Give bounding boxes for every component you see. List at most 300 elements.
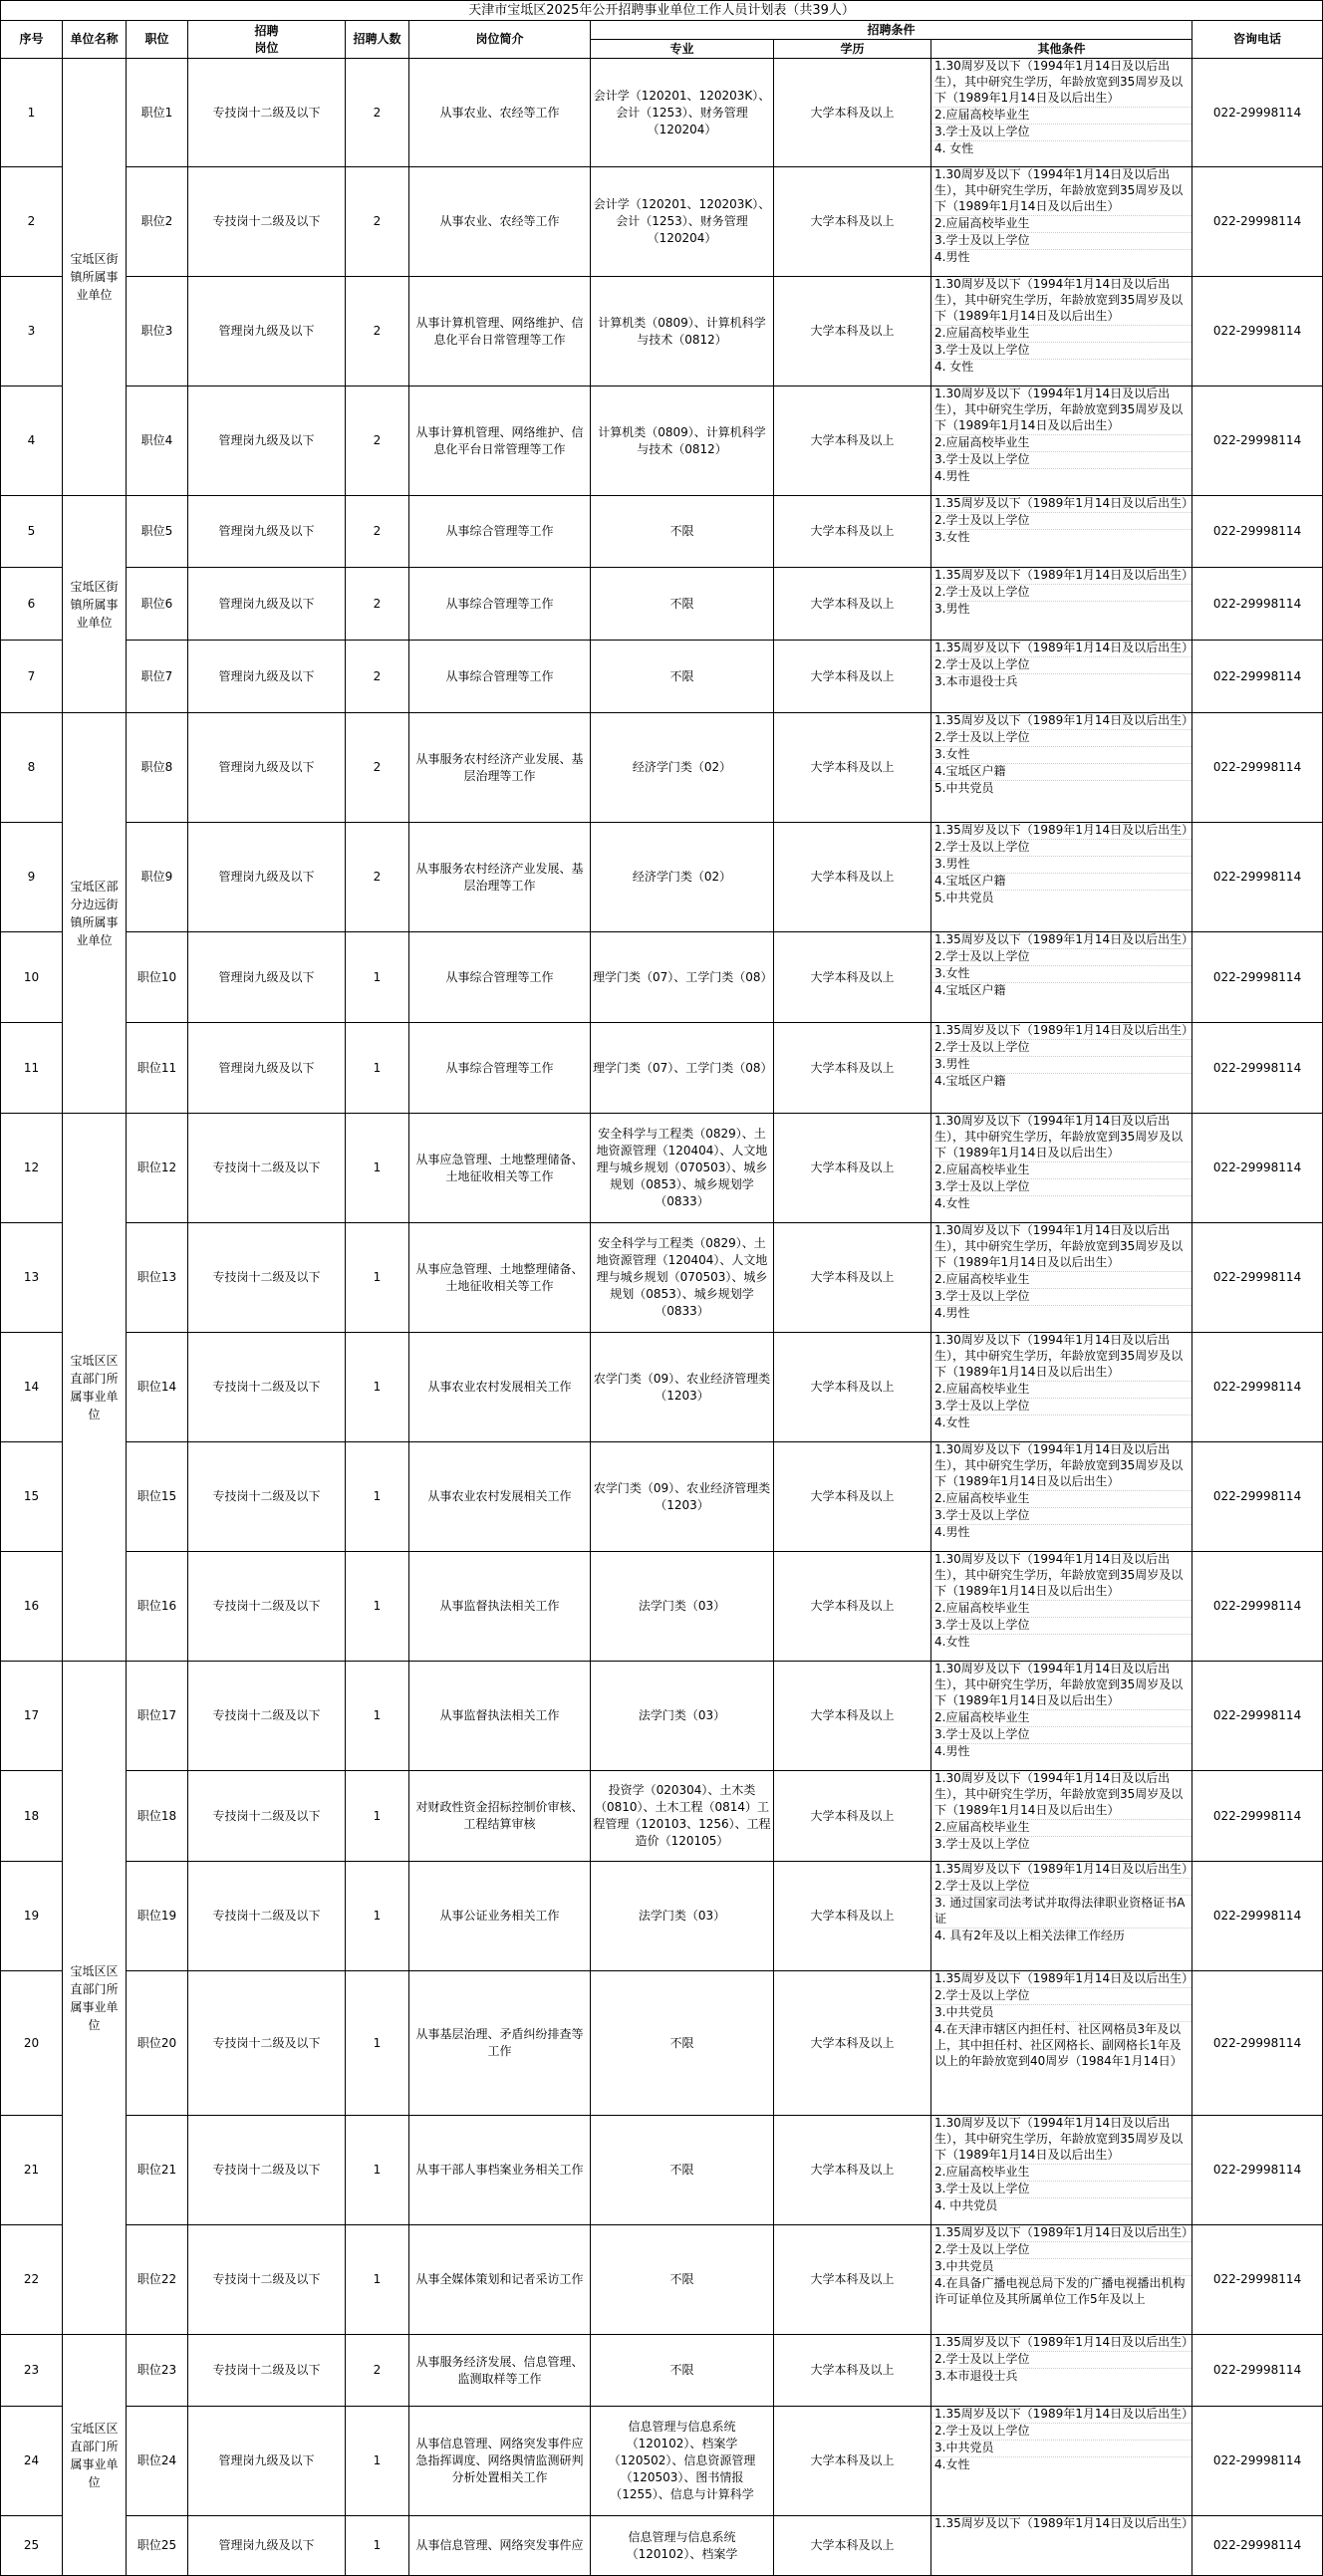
seq-cell: 9 [1, 823, 63, 932]
other-condition-line: 4.在天津市辖区内担任村、社区网格员3年及以上，其中担任村、社区网格长、副网格长1年及以上的年龄放宽到40周岁（1984年1月14日） [934, 2021, 1183, 2068]
intro-cell: 从事农业、农经等工作 [409, 59, 591, 167]
title-row [1, 1, 1323, 21]
education-cell: 大学本科及以上 [774, 2516, 931, 2576]
position-cell: 职位23 [127, 2335, 188, 2407]
table-row [1, 277, 1323, 386]
major-cell: 经济学门类（02） [591, 713, 774, 823]
seq-cell: 8 [1, 713, 63, 823]
intro-cell: 从事服务农村经济产业发展、基层治理等工作 [409, 713, 591, 823]
other-conditions-cell [931, 2116, 1192, 2225]
other-condition-line: 5.中共党员 [934, 780, 994, 795]
phone-cell: 022-29998114 [1192, 1333, 1323, 1442]
header-count: 招聘人数 [346, 21, 409, 59]
education-cell: 大学本科及以上 [774, 823, 931, 932]
other-condition-line: 4. 女性 [934, 140, 974, 155]
table-row [1, 496, 1323, 568]
other-condition-line: 2.应届高校毕业生 [931, 326, 1191, 343]
unit-name-cell: 宝坻区区直部门所属事业单位 [63, 1114, 127, 1662]
intro-cell: 从事综合管理等工作 [409, 641, 591, 713]
position-cell: 职位6 [127, 568, 188, 641]
phone-cell: 022-29998114 [1192, 641, 1323, 713]
other-condition-line: 4.女性 [934, 1415, 970, 1429]
intro-cell: 从事应急管理、土地整理储备、土地征收相关等工作 [409, 1114, 591, 1223]
count-cell: 1 [346, 1114, 409, 1223]
count-cell: 1 [346, 1971, 409, 2116]
other-condition-line: 2.学士及以上学位 [931, 657, 1191, 674]
other-conditions-cell [931, 823, 1192, 932]
other-condition-line: 2.应届高校毕业生 [931, 2165, 1191, 2182]
other-condition-line: 1.30周岁及以下（1994年1月14日及以后出生），其中研究生学历，年龄放宽到35周岁及以下（1989年1月14日及以后出生） [931, 277, 1191, 326]
post-cell: 专技岗十二级及以下 [188, 2225, 346, 2335]
other-condition-line: 4.男性 [934, 468, 970, 483]
position-cell: 职位24 [127, 2407, 188, 2516]
post-cell: 专技岗十二级及以下 [188, 2335, 346, 2407]
other-conditions-cell [931, 59, 1192, 167]
other-condition-line: 1.35周岁及以下（1989年1月14日及以后出生） [931, 1862, 1191, 1879]
post-cell: 专技岗十二级及以下 [188, 1114, 346, 1223]
other-condition-line: 1.30周岁及以下（1994年1月14日及以后出生），其中研究生学历，年龄放宽到35周岁及以下（1989年1月14日及以后出生） [931, 1223, 1191, 1272]
position-cell: 职位14 [127, 1333, 188, 1442]
other-conditions-cell [931, 1223, 1192, 1333]
education-cell: 大学本科及以上 [774, 1971, 931, 2116]
seq-cell: 25 [1, 2516, 63, 2576]
other-conditions-cell [931, 386, 1192, 496]
count-cell: 1 [346, 1442, 409, 1552]
other-condition-line: 3.学士及以上学位 [931, 1727, 1191, 1744]
post-cell: 专技岗十二级及以下 [188, 1552, 346, 1662]
count-cell: 1 [346, 2516, 409, 2576]
table-row [1, 1662, 1323, 1771]
post-cell: 管理岗九级及以下 [188, 932, 346, 1023]
position-cell: 职位17 [127, 1662, 188, 1771]
post-cell: 专技岗十二级及以下 [188, 1771, 346, 1862]
other-condition-line: 2.应届高校毕业生 [931, 1601, 1191, 1618]
seq-cell: 6 [1, 568, 63, 641]
header-phone: 咨询电话 [1192, 21, 1323, 59]
other-condition-line: 3.本市退役士兵 [934, 673, 1018, 688]
post-cell: 专技岗十二级及以下 [188, 1223, 346, 1333]
count-cell: 1 [346, 1023, 409, 1114]
phone-cell: 022-29998114 [1192, 932, 1323, 1023]
education-cell: 大学本科及以上 [774, 496, 931, 568]
education-cell: 大学本科及以上 [774, 277, 931, 386]
count-cell: 2 [346, 2335, 409, 2407]
count-cell: 2 [346, 277, 409, 386]
position-cell: 职位21 [127, 2116, 188, 2225]
other-conditions-cell [931, 2407, 1192, 2516]
other-condition-line: 3.学士及以上学位 [931, 2182, 1191, 2198]
post-cell: 专技岗十二级及以下 [188, 1333, 346, 1442]
intro-cell: 从事监督执法相关工作 [409, 1552, 591, 1662]
intro-cell: 从事服务农村经济产业发展、基层治理等工作 [409, 823, 591, 932]
count-cell: 2 [346, 496, 409, 568]
count-cell: 2 [346, 823, 409, 932]
major-cell: 不限 [591, 2335, 774, 2407]
position-cell: 职位19 [127, 1862, 188, 1971]
count-cell: 2 [346, 568, 409, 641]
other-condition-line: 2.应届高校毕业生 [931, 1710, 1191, 1727]
major-cell: 法学门类（03） [591, 1862, 774, 1971]
other-condition-line: 2.应届高校毕业生 [931, 1382, 1191, 1399]
phone-cell: 022-29998114 [1192, 277, 1323, 386]
phone-cell: 022-29998114 [1192, 1223, 1323, 1333]
post-cell: 管理岗九级及以下 [188, 386, 346, 496]
intro-cell: 从事信息管理、网络突发事件应 [409, 2516, 591, 2576]
other-condition-line: 4. 女性 [934, 359, 974, 374]
table-row [1, 1114, 1323, 1223]
other-condition-line: 1.30周岁及以下（1994年1月14日及以后出生），其中研究生学历，年龄放宽到35周岁及以下（1989年1月14日及以后出生） [931, 59, 1191, 108]
intro-cell: 对财政性资金招标控制价审核、工程结算审核 [409, 1771, 591, 1862]
other-conditions-cell [931, 1552, 1192, 1662]
count-cell: 1 [346, 1662, 409, 1771]
intro-cell: 从事综合管理等工作 [409, 568, 591, 641]
position-cell: 职位12 [127, 1114, 188, 1223]
position-cell: 职位22 [127, 2225, 188, 2335]
other-condition-line: 4.女性 [934, 2456, 970, 2471]
unit-name-cell: 宝坻区街镇所属事业单位 [63, 496, 127, 713]
phone-cell: 022-29998114 [1192, 1114, 1323, 1223]
position-cell: 职位13 [127, 1223, 188, 1333]
other-condition-line: 2.学士及以上学位 [931, 2352, 1191, 2369]
post-cell: 管理岗九级及以下 [188, 713, 346, 823]
other-condition-line: 3.学士及以上学位 [931, 125, 1191, 141]
education-cell: 大学本科及以上 [774, 1333, 931, 1442]
position-cell: 职位10 [127, 932, 188, 1023]
other-condition-line: 2.学士及以上学位 [931, 2242, 1191, 2259]
header-post-line2: 岗位 [254, 40, 279, 55]
post-cell: 管理岗九级及以下 [188, 1023, 346, 1114]
major-cell: 农学门类（09）、农业经济管理类（1203） [591, 1442, 774, 1552]
position-cell: 职位8 [127, 713, 188, 823]
other-condition-line: 4.宝坻区户籍 [934, 982, 1006, 997]
other-condition-line: 2.应届高校毕业生 [931, 1272, 1191, 1289]
seq-cell: 15 [1, 1442, 63, 1552]
post-cell: 管理岗九级及以下 [188, 823, 346, 932]
other-condition-line: 1.30周岁及以下（1994年1月14日及以后出生），其中研究生学历，年龄放宽到35周岁及以下（1989年1月14日及以后出生） [931, 167, 1191, 216]
phone-cell: 022-29998114 [1192, 386, 1323, 496]
intro-cell: 从事农业农村发展相关工作 [409, 1333, 591, 1442]
intro-cell: 从事监督执法相关工作 [409, 1662, 591, 1771]
seq-cell: 7 [1, 641, 63, 713]
other-condition-line: 3.学士及以上学位 [931, 343, 1191, 360]
header-row-1 [1, 21, 1323, 40]
seq-cell: 12 [1, 1114, 63, 1223]
table-row [1, 386, 1323, 496]
other-condition-line: 3.女性 [934, 529, 970, 544]
other-condition-line: 4.宝坻区户籍 [934, 1073, 1006, 1088]
count-cell: 2 [346, 167, 409, 277]
header-intro: 岗位简介 [409, 21, 591, 59]
other-condition-line: 3.女性 [931, 966, 1191, 983]
header-post-line1: 招聘 [254, 23, 279, 38]
major-cell: 投资学（020304）、土木类（0810）、土木工程（0814）工程管理（120103、1256）、工程造价（120105） [591, 1771, 774, 1862]
intro-cell: 从事综合管理等工作 [409, 1023, 591, 1114]
seq-cell: 1 [1, 59, 63, 167]
post-cell: 专技岗十二级及以下 [188, 1442, 346, 1552]
post-cell: 专技岗十二级及以下 [188, 167, 346, 277]
other-conditions-cell [931, 1662, 1192, 1771]
other-condition-line: 3.学士及以上学位 [934, 1836, 1030, 1851]
major-cell: 信息管理与信息系统（120102）、档案学（120502）、信息资源管理（120503）、图书情报（1255）、信息与计算科学 [591, 2407, 774, 2516]
seq-cell: 24 [1, 2407, 63, 2516]
position-cell: 职位9 [127, 823, 188, 932]
intro-cell: 从事综合管理等工作 [409, 496, 591, 568]
other-condition-line: 1.30周岁及以下（1994年1月14日及以后出生），其中研究生学历，年龄放宽到35周岁及以下（1989年1月14日及以后出生） [931, 1771, 1191, 1820]
count-cell: 1 [346, 1223, 409, 1333]
position-cell: 职位4 [127, 386, 188, 496]
phone-cell: 022-29998114 [1192, 1971, 1323, 2116]
table-row [1, 1771, 1323, 1862]
phone-cell: 022-29998114 [1192, 2225, 1323, 2335]
other-condition-line: 3.学士及以上学位 [931, 1289, 1191, 1306]
table-row [1, 1552, 1323, 1662]
major-cell: 不限 [591, 568, 774, 641]
education-cell: 大学本科及以上 [774, 167, 931, 277]
table-row [1, 568, 1323, 641]
count-cell: 1 [346, 1333, 409, 1442]
other-conditions-cell [931, 167, 1192, 277]
count-cell: 1 [346, 2407, 409, 2516]
major-cell: 安全科学与工程类（0829）、土地资源管理（120404）、人文地理与城乡规划（070503）、城乡规划（0853）、城乡规划学（0833） [591, 1114, 774, 1223]
position-cell: 职位2 [127, 167, 188, 277]
other-condition-line: 5.中共党员 [934, 890, 994, 904]
seq-cell: 23 [1, 2335, 63, 2407]
phone-cell: 022-29998114 [1192, 1662, 1323, 1771]
other-condition-line: 3.学士及以上学位 [931, 1508, 1191, 1525]
phone-cell: 022-29998114 [1192, 568, 1323, 641]
other-condition-line: 2.学士及以上学位 [931, 730, 1191, 747]
other-condition-line: 4.男性 [934, 1743, 970, 1758]
table-row [1, 1023, 1323, 1114]
other-condition-line: 2.应届高校毕业生 [931, 1491, 1191, 1508]
table-row [1, 2116, 1323, 2225]
table-row [1, 2335, 1323, 2407]
major-cell: 不限 [591, 496, 774, 568]
position-cell: 职位7 [127, 641, 188, 713]
seq-cell: 18 [1, 1771, 63, 1862]
education-cell: 大学本科及以上 [774, 713, 931, 823]
other-condition-line: 3.女性 [931, 747, 1191, 764]
seq-cell: 19 [1, 1862, 63, 1971]
other-condition-line: 4.男性 [934, 1524, 970, 1539]
count-cell: 1 [346, 932, 409, 1023]
major-cell: 会计学（120201、120203K）、会计（1253）、财务管理（120204） [591, 167, 774, 277]
major-cell: 不限 [591, 641, 774, 713]
seq-cell: 5 [1, 496, 63, 568]
position-cell: 职位15 [127, 1442, 188, 1552]
count-cell: 1 [346, 2225, 409, 2335]
major-cell: 信息管理与信息系统（120102）、档案学 [591, 2516, 774, 2576]
education-cell: 大学本科及以上 [774, 1442, 931, 1552]
major-cell: 不限 [591, 2225, 774, 2335]
intro-cell: 从事农业、农经等工作 [409, 167, 591, 277]
other-condition-line: 3. 通过国家司法考试并取得法律职业资格证书A证 [931, 1896, 1191, 1929]
header-education: 学历 [774, 40, 931, 59]
header-major: 专业 [591, 40, 774, 59]
post-cell: 专技岗十二级及以下 [188, 1662, 346, 1771]
major-cell: 法学门类（03） [591, 1662, 774, 1771]
unit-name-cell: 宝坻区区直部门所属事业单位 [63, 1662, 127, 2335]
count-cell: 1 [346, 1862, 409, 1971]
other-condition-line: 1.30周岁及以下（1994年1月14日及以后出生），其中研究生学历，年龄放宽到35周岁及以下（1989年1月14日及以后出生） [931, 1333, 1191, 1382]
phone-cell: 022-29998114 [1192, 2407, 1323, 2516]
header-conditions: 招聘条件 [591, 21, 1192, 40]
other-condition-line: 2.应届高校毕业生 [931, 1820, 1191, 1837]
intro-cell: 从事公证业务相关工作 [409, 1862, 591, 1971]
other-condition-line: 2.应届高校毕业生 [931, 216, 1191, 233]
intro-cell: 从事计算机管理、网络维护、信息化平台日常管理等工作 [409, 386, 591, 496]
other-conditions-cell [931, 1971, 1192, 2116]
other-condition-line: 3.中共党员 [931, 2441, 1191, 2457]
unit-name-cell: 宝坻区区直部门所属事业单位 [63, 2335, 127, 2576]
seq-cell: 3 [1, 277, 63, 386]
other-condition-line: 4.女性 [934, 1634, 970, 1649]
seq-cell: 4 [1, 386, 63, 496]
table-row [1, 1223, 1323, 1333]
count-cell: 1 [346, 1552, 409, 1662]
table-row [1, 2516, 1323, 2576]
education-cell: 大学本科及以上 [774, 1114, 931, 1223]
phone-cell: 022-29998114 [1192, 1552, 1323, 1662]
other-condition-line: 1.35周岁及以下（1989年1月14日及以后出生） [931, 1023, 1191, 1040]
other-condition-line: 3.本市退役士兵 [934, 2368, 1018, 2383]
education-cell: 大学本科及以上 [774, 641, 931, 713]
other-condition-line: 1.30周岁及以下（1994年1月14日及以后出生），其中研究生学历，年龄放宽到35周岁及以下（1989年1月14日及以后出生） [931, 386, 1191, 435]
other-condition-line: 2.学士及以上学位 [931, 513, 1191, 530]
count-cell: 2 [346, 713, 409, 823]
education-cell: 大学本科及以上 [774, 1023, 931, 1114]
phone-cell: 022-29998114 [1192, 2116, 1323, 2225]
major-cell: 农学门类（09）、农业经济管理类（1203） [591, 1333, 774, 1442]
other-condition-line: 1.35周岁及以下（1989年1月14日及以后出生） [931, 932, 1191, 949]
other-conditions-cell [931, 1114, 1192, 1223]
table-row [1, 641, 1323, 713]
position-cell: 职位20 [127, 1971, 188, 2116]
major-cell: 理学门类（07）、工学门类（08） [591, 1023, 774, 1114]
education-cell: 大学本科及以上 [774, 2335, 931, 2407]
post-cell: 管理岗九级及以下 [188, 2407, 346, 2516]
major-cell: 理学门类（07）、工学门类（08） [591, 932, 774, 1023]
other-condition-line: 2.学士及以上学位 [931, 1879, 1191, 1896]
phone-cell: 022-29998114 [1192, 2335, 1323, 2407]
education-cell: 大学本科及以上 [774, 59, 931, 167]
position-cell: 职位18 [127, 1771, 188, 1862]
table-row [1, 2225, 1323, 2335]
other-condition-line: 1.30周岁及以下（1994年1月14日及以后出生），其中研究生学历，年龄放宽到35周岁及以下（1989年1月14日及以后出生） [931, 1662, 1191, 1710]
position-cell: 职位25 [127, 2516, 188, 2576]
other-condition-line: 1.35周岁及以下（1989年1月14日及以后出生） [931, 2335, 1191, 2352]
other-conditions-cell [931, 1023, 1192, 1114]
other-condition-line: 1.35周岁及以下（1989年1月14日及以后出生） [931, 568, 1191, 585]
other-condition-line: 4.女性 [934, 1195, 970, 1210]
other-condition-line: 2.应届高校毕业生 [931, 435, 1191, 452]
education-cell: 大学本科及以上 [774, 2225, 931, 2335]
seq-cell: 14 [1, 1333, 63, 1442]
other-condition-line: 1.35周岁及以下（1989年1月14日及以后出生） [931, 641, 1191, 657]
phone-cell: 022-29998114 [1192, 496, 1323, 568]
other-conditions-cell [931, 496, 1192, 568]
other-condition-line: 1.35周岁及以下（1989年1月14日及以后出生） [931, 1971, 1191, 1988]
table-row [1, 1333, 1323, 1442]
other-conditions-cell [931, 713, 1192, 823]
education-cell: 大学本科及以上 [774, 1662, 931, 1771]
education-cell: 大学本科及以上 [774, 1771, 931, 1862]
intro-cell: 从事基层治理、矛盾纠纷排查等工作 [409, 1971, 591, 2116]
count-cell: 2 [346, 386, 409, 496]
other-condition-line: 3.男性 [934, 601, 970, 616]
post-cell: 专技岗十二级及以下 [188, 1971, 346, 2116]
intro-cell: 从事全媒体策划和记者采访工作 [409, 2225, 591, 2335]
table-row [1, 167, 1323, 277]
major-cell: 计算机类（0809）、计算机科学与技术（0812） [591, 277, 774, 386]
major-cell: 会计学（120201、120203K）、会计（1253）、财务管理（120204） [591, 59, 774, 167]
education-cell: 大学本科及以上 [774, 2116, 931, 2225]
other-condition-line: 3.学士及以上学位 [931, 1618, 1191, 1635]
position-cell: 职位1 [127, 59, 188, 167]
major-cell: 计算机类（0809）、计算机科学与技术（0812） [591, 386, 774, 496]
post-cell: 专技岗十二级及以下 [188, 1862, 346, 1971]
education-cell: 大学本科及以上 [774, 2407, 931, 2516]
other-conditions-cell [931, 1862, 1192, 1971]
intro-cell: 从事干部人事档案业务相关工作 [409, 2116, 591, 2225]
other-condition-line: 1.35周岁及以下（1989年1月14日及以后出生） [931, 2225, 1191, 2242]
education-cell: 大学本科及以上 [774, 1552, 931, 1662]
phone-cell: 022-29998114 [1192, 713, 1323, 823]
major-cell: 经济学门类（02） [591, 823, 774, 932]
other-condition-line: 2.学士及以上学位 [931, 1040, 1191, 1057]
other-condition-line: 3.学士及以上学位 [931, 452, 1191, 469]
count-cell: 1 [346, 2116, 409, 2225]
seq-cell: 2 [1, 167, 63, 277]
other-condition-line: 4. 中共党员 [934, 2197, 998, 2212]
education-cell: 大学本科及以上 [774, 932, 931, 1023]
major-cell: 不限 [591, 1971, 774, 2116]
post-cell: 管理岗九级及以下 [188, 568, 346, 641]
other-condition-line: 4. 具有2年及以上相关法律工作经历 [934, 1928, 1125, 1942]
other-condition-line: 2.学士及以上学位 [931, 840, 1191, 857]
other-condition-line: 1.35周岁及以下（1989年1月14日及以后出生） [934, 2516, 1194, 2530]
phone-cell: 022-29998114 [1192, 2516, 1323, 2576]
other-condition-line: 3.中共党员 [931, 2005, 1191, 2022]
other-condition-line: 1.30周岁及以下（1994年1月14日及以后出生），其中研究生学历，年龄放宽到35周岁及以下（1989年1月14日及以后出生） [931, 1442, 1191, 1491]
header-unit: 单位名称 [63, 21, 127, 59]
other-conditions-cell [931, 2335, 1192, 2407]
unit-name-cell: 宝坻区街镇所属事业单位 [63, 59, 127, 496]
intro-cell: 从事综合管理等工作 [409, 932, 591, 1023]
other-condition-line: 1.30周岁及以下（1994年1月14日及以后出生），其中研究生学历，年龄放宽到35周岁及以下（1989年1月14日及以后出生） [931, 1114, 1191, 1162]
other-conditions-cell [931, 1333, 1192, 1442]
table-row [1, 1862, 1323, 1971]
post-cell: 专技岗十二级及以下 [188, 2116, 346, 2225]
seq-cell: 22 [1, 2225, 63, 2335]
table-row [1, 59, 1323, 167]
other-conditions-cell [931, 932, 1192, 1023]
major-cell: 法学门类（03） [591, 1552, 774, 1662]
phone-cell: 022-29998114 [1192, 1771, 1323, 1862]
other-condition-line: 3.男性 [931, 1057, 1191, 1074]
education-cell: 大学本科及以上 [774, 1223, 931, 1333]
table-title: 天津市宝坻区2025年公开招聘事业单位工作人员计划表（共39人） [1, 1, 1323, 21]
seq-cell: 11 [1, 1023, 63, 1114]
intro-cell: 从事信息管理、网络突发事件应急指挥调度、网络舆情监测研判分析处置相关工作 [409, 2407, 591, 2516]
other-condition-line: 3.学士及以上学位 [931, 1399, 1191, 1416]
other-conditions-cell [931, 641, 1192, 713]
phone-cell: 022-29998114 [1192, 1023, 1323, 1114]
header-other: 其他条件 [931, 40, 1192, 59]
other-condition-line: 4.宝坻区户籍 [931, 764, 1191, 781]
count-cell: 1 [346, 1771, 409, 1862]
unit-name-cell: 宝坻区部分边远街镇所属事业单位 [63, 713, 127, 1114]
